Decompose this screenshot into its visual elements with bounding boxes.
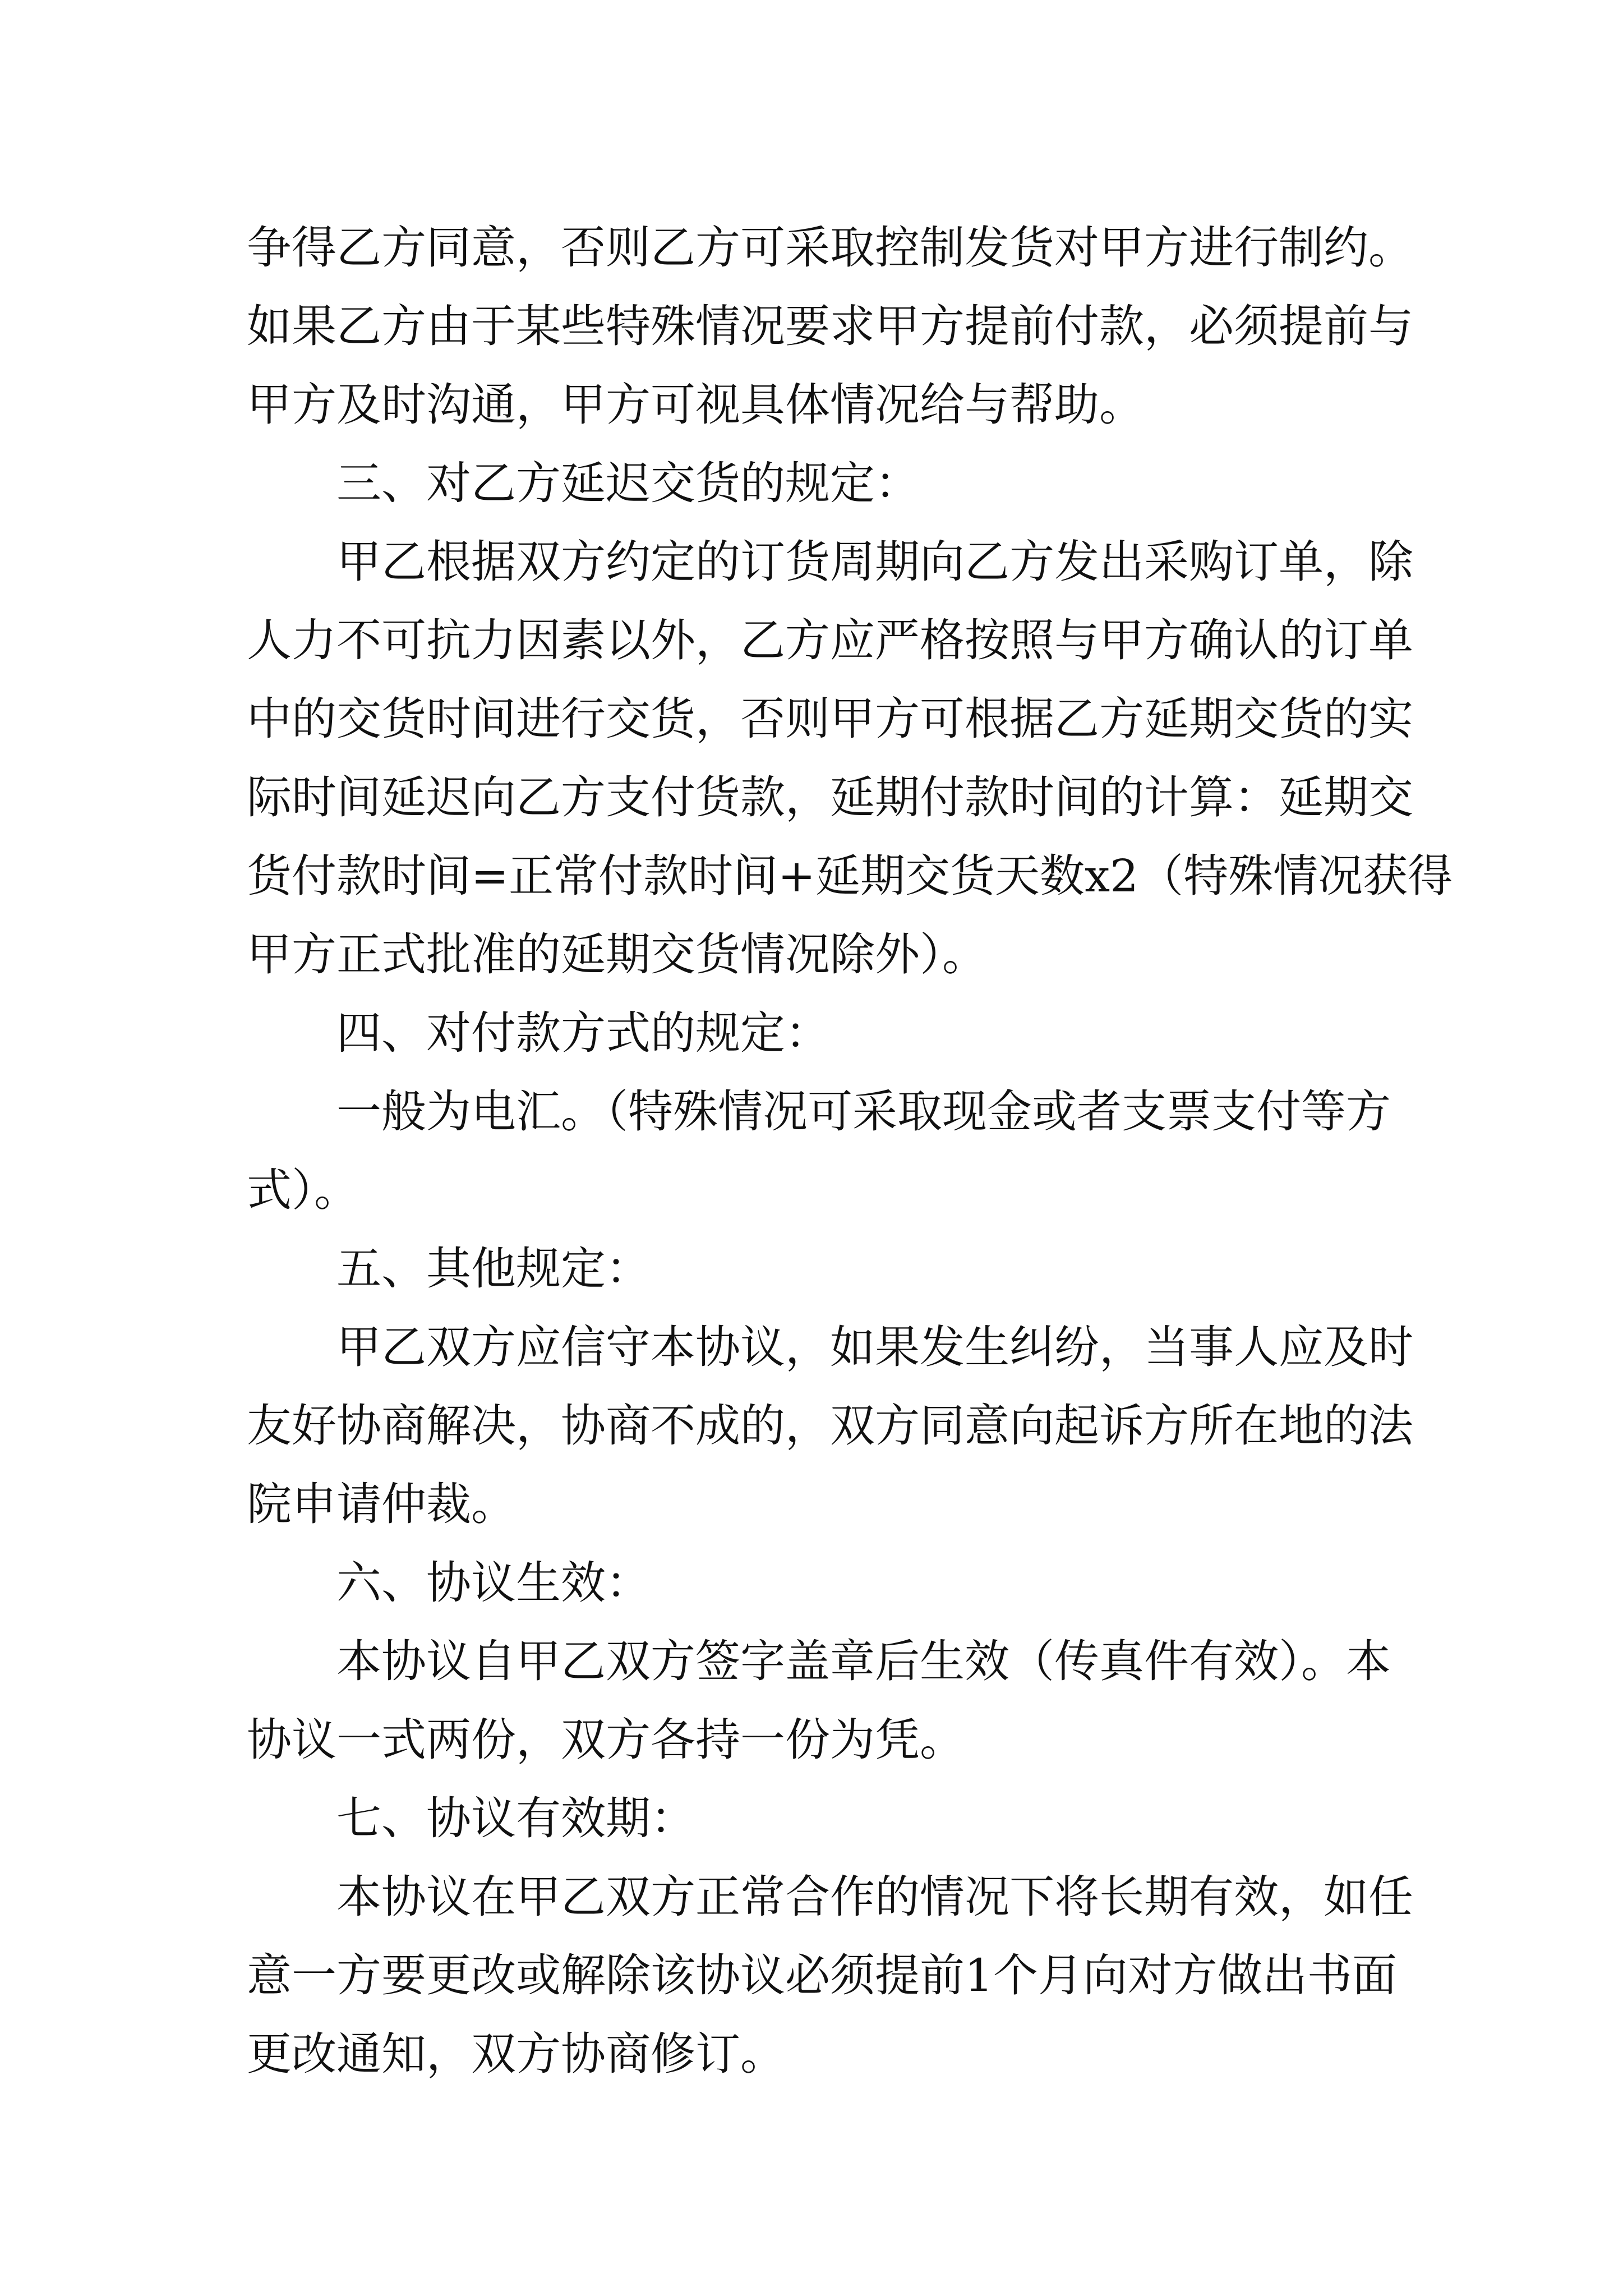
paragraph-line: 甲方正式批准的延期交货情况除外）。 [247,928,987,981]
paragraph-line: 院申请仲裁。 [247,1478,516,1530]
paragraph-line: 友好协商解决，协商不成的，双方同意向起诉方所在地的法 [247,1400,1413,1452]
paragraph-line: 本协议在甲乙双方正常合作的情况下将长期有效，如任 [336,1871,1413,1923]
paragraph-line: 中的交货时间进行交货，否则甲方可根据乙方延期交货的实 [247,693,1413,745]
paragraph-line: 更改通知，双方协商修订。 [247,2028,785,2080]
paragraph-line: 意一方要更改或解除该协议必须提前1个月向对方做出书面 [247,1949,1397,2001]
paragraph-line: 货付款时间=正常付款时间+延期交货天数x2（特殊情况获得 [247,850,1453,902]
paragraph-line: 一般为电汇。（特殊情况可采取现金或者支票支付等方 [336,1085,1391,1138]
paragraph-line: 争得乙方同意，否则乙方可采取控制发货对甲方进行制约。 [247,222,1413,274]
paragraph-line: 本协议自甲乙双方签字盖章后生效（传真件有效）。本 [336,1635,1391,1687]
paragraph-line: 如果乙方由于某些特殊情况要求甲方提前付款，必须提前与 [247,300,1413,352]
section-heading-3: 三、对乙方延迟交货的规定： [336,457,920,509]
paragraph-line: 人力不可抗力因素以外，乙方应严格按照与甲方确认的订单 [247,614,1413,666]
paragraph-line: 式）。 [247,1164,359,1216]
paragraph-line: 甲乙双方应信守本协议，如果发生纠纷，当事人应及时 [336,1321,1413,1373]
document-body [247,209,1453,2093]
section-heading-7: 七、协议有效期： [336,1792,695,1844]
section-heading-6: 六、协议生效： [336,1557,651,1609]
section-heading-5: 五、其他规定： [336,1243,651,1295]
paragraph-line: 协议一式两份，双方各持一份为凭。 [247,1714,965,1766]
paragraph-line: 甲方及时沟通，甲方可视具体情况给与帮助。 [247,379,1144,431]
paragraph-line: 甲乙根据双方约定的订货周期向乙方发出采购订单，除 [336,536,1413,588]
section-heading-4: 四、对付款方式的规定： [336,1007,830,1059]
paragraph-line: 际时间延迟向乙方支付货款，延期付款时间的计算：延期交 [247,771,1413,823]
